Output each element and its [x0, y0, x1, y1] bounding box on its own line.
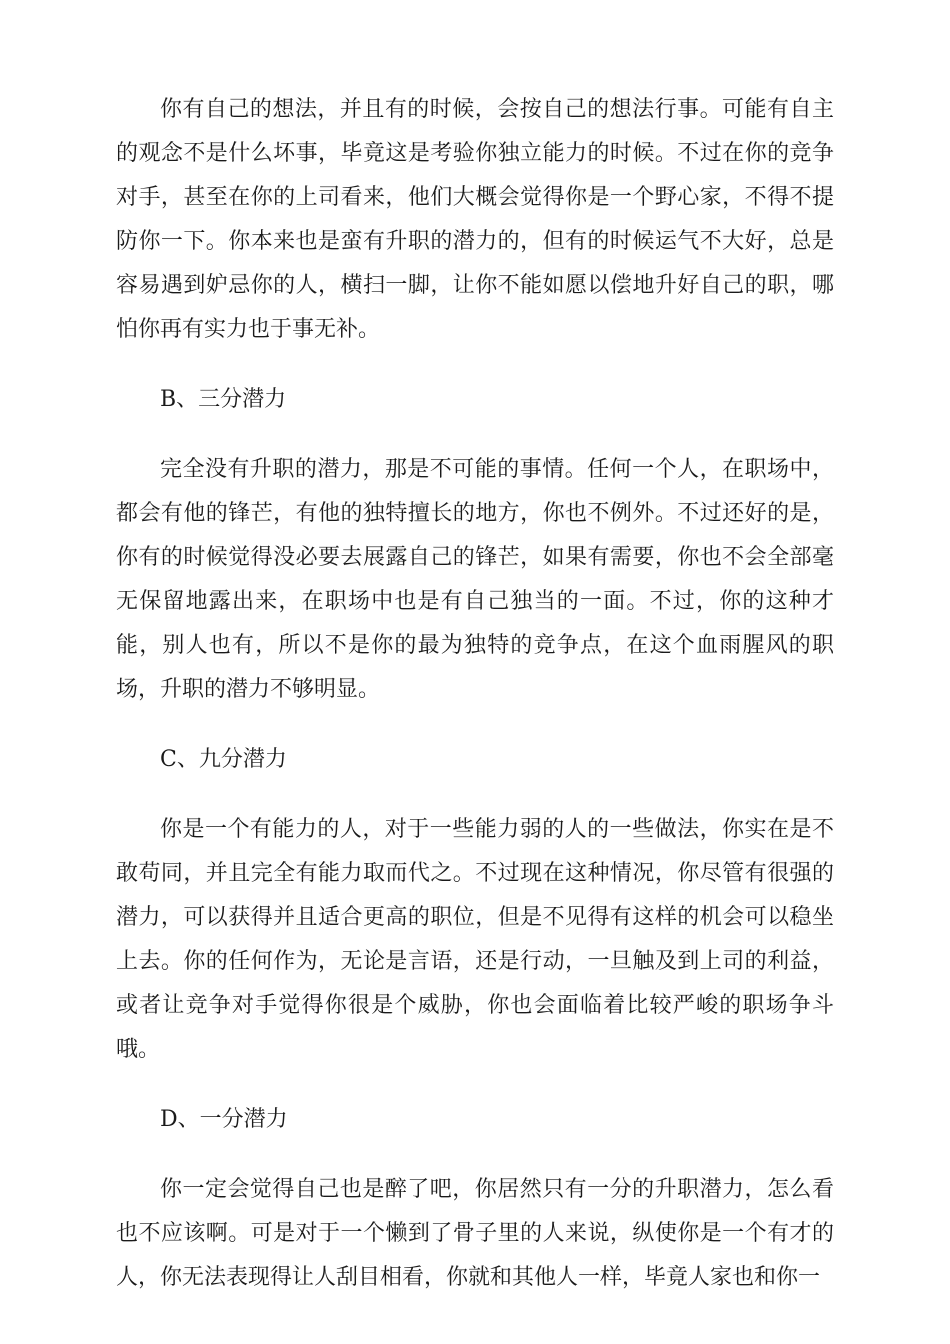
section-heading-b: B、三分潜力 — [160, 387, 287, 412]
document-page — [116, 88, 834, 1326]
paragraph-intro: 你有自己的想法，并且有的时候，会按自己的想法行事。可能有自主的观念不是什么坏事，毕竟这是考验你独立能力的时候。不过在你的竞争对手，甚至在你的上司看来，他们大概会觉得你是一个野心家，不得不提防你一下。你本来也是蛮有升职的潜力的，但有的时候运气不大好，总是容易遇到妒忌你的人，横扫一脚，让你不能如愿以偿地升好自己的职，哪怕你再有实力也于事无补。 — [116, 97, 834, 342]
paragraph-d: 你一定会觉得自己也是醉了吧，你居然只有一分的升职潜力，怎么看也不应该啊。可是对于一个懒到了骨子里的人来说，纵使你是一个有才的人，你无法表现得让人刮目相看，你就和其他人一样，毕竟人家也和你一 — [116, 1177, 834, 1290]
section-heading-c: C、九分潜力 — [160, 747, 287, 772]
section-heading-d: D、一分潜力 — [160, 1107, 288, 1132]
paragraph-c: 你是一个有能力的人，对于一些能力弱的人的一些做法，你实在是不敢苟同，并且完全有能力取而代之。不过现在这种情况，你尽管有很强的潜力，可以获得并且适合更高的职位，但是不见得有这样的机会可以稳坐上去。你的任何作为，无论是言语，还是行动，一旦触及到上司的利益，或者让竞争对手觉得你很是个威胁，你也会面临着比较严峻的职场争斗哦。 — [116, 817, 834, 1062]
paragraph-b: 完全没有升职的潜力，那是不可能的事情。任何一个人，在职场中，都会有他的锋芒，有他的独特擅长的地方，你也不例外。不过还好的是，你有的时候觉得没必要去展露自己的锋芒，如果有需要，你也不会全部毫无保留地露出来，在职场中也是有自己独当的一面。不过，你的这种才能，别人也有，所以不是你的最为独特的竞争点，在这个血雨腥风的职场，升职的潜力不够明显。 — [116, 457, 834, 702]
